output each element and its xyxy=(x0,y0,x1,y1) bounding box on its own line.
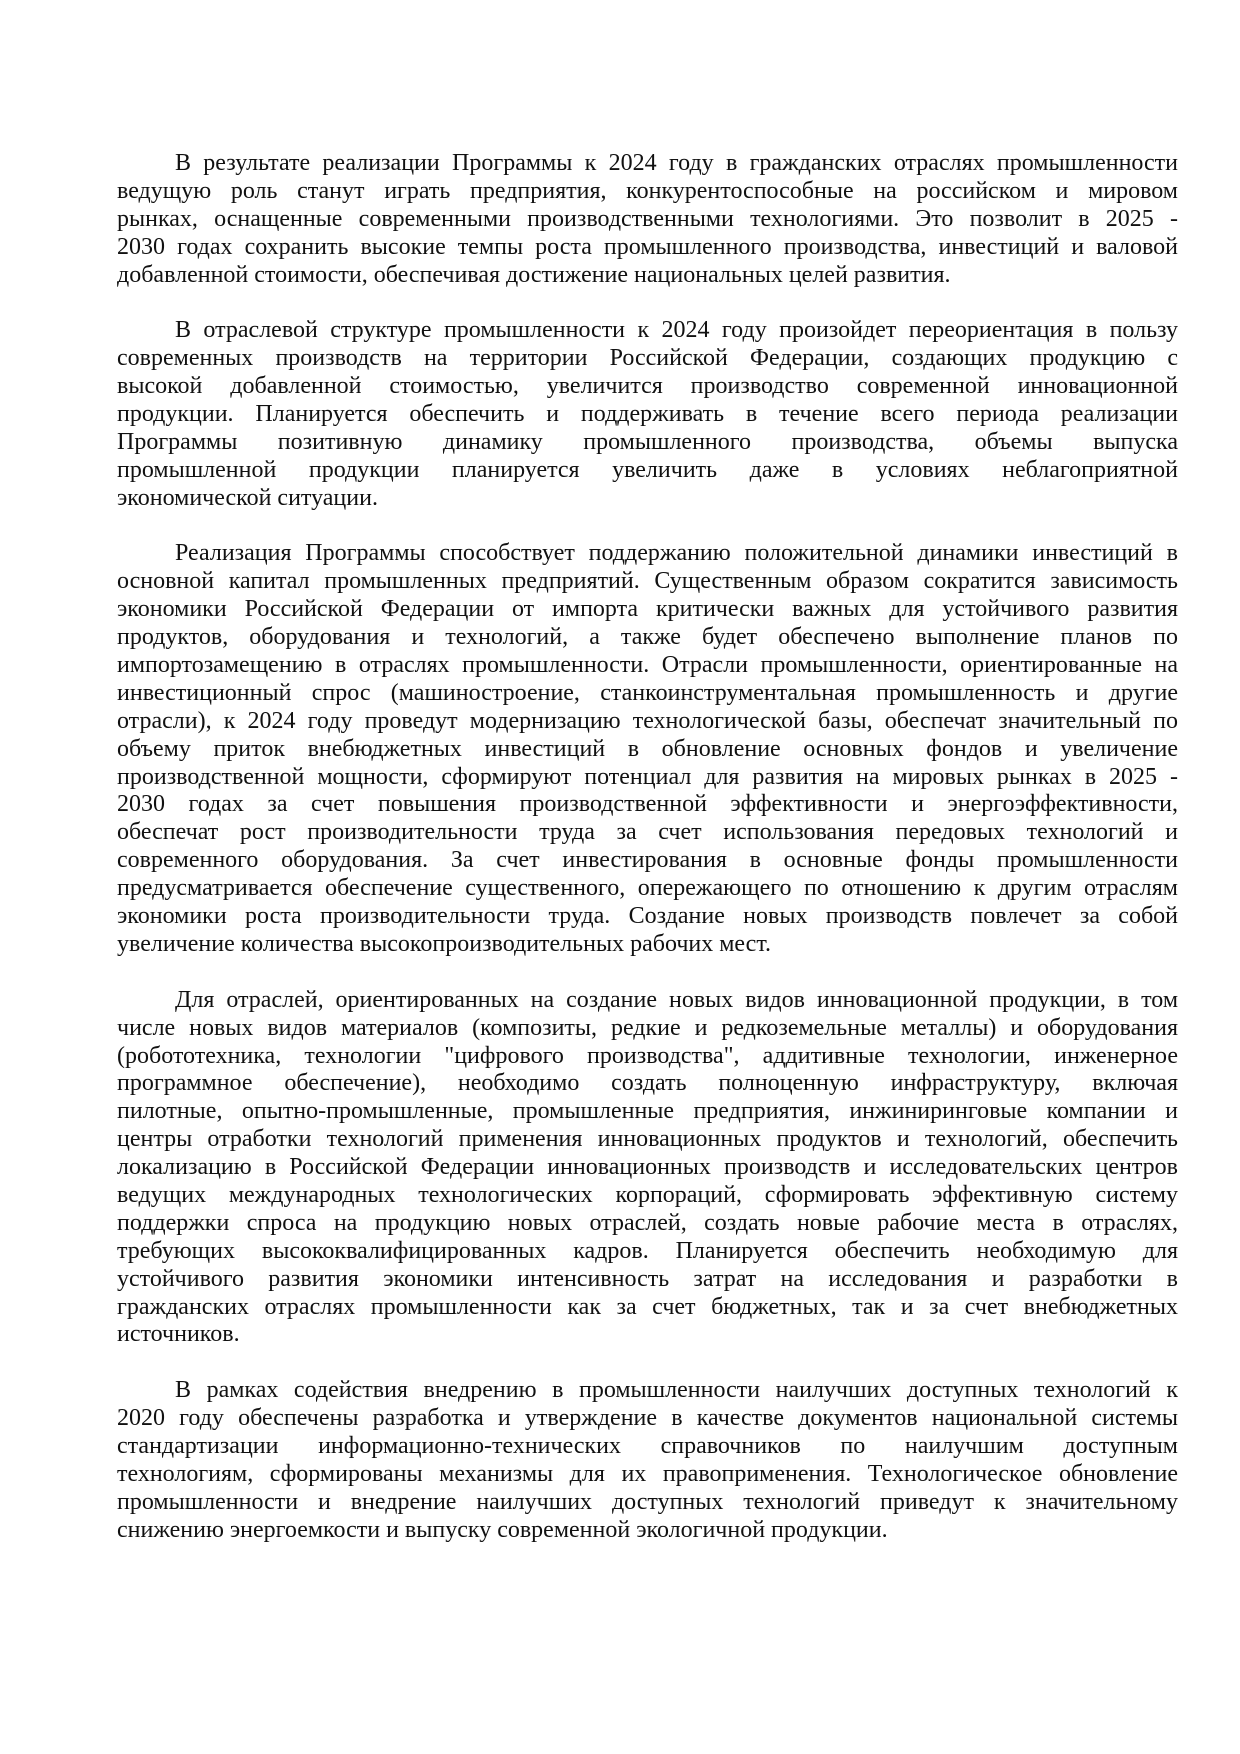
text-line: устойчивого развития экономики интенсивность затрат на исследования и разработки в xyxy=(117,1265,1178,1292)
text-line: локализацию в Российской Федерации инновационных производств и исследовательских центров xyxy=(117,1154,1178,1181)
text-line: современного оборудования. За счет инвестирования в основные фонды промышленности xyxy=(117,847,1178,874)
text-line: числе новых видов материалов (композиты, редкие и редкоземельные металлы) и оборудования xyxy=(117,1014,1178,1041)
text-line: рынках, оснащенные современными производственными технологиями. Это позволит в 2025 - xyxy=(117,205,1178,232)
text-line: экономики роста производительности труда. Создание новых производств повлечет за собой xyxy=(117,903,1178,930)
text-line: Программы позитивную динамику промышленного производства, объемы выпуска xyxy=(117,428,1178,455)
text-line: снижению энергоемкости и выпуску современной экологичной продукции. xyxy=(117,1516,888,1543)
text-line: стандартизации информационно-технических справочников по наилучшим доступным xyxy=(117,1432,1178,1459)
text-line: центры отработки технологий применения инновационных продуктов и технологий, обеспечить xyxy=(117,1126,1178,1153)
text-line: 2030 годах за счет повышения производственной эффективности и энергоэффективности, xyxy=(117,791,1178,818)
text-line: инвестиционный спрос (машиностроение, станкоинструментальная промышленность и другие xyxy=(117,679,1178,706)
text-line: добавленной стоимости, обеспечивая достижение национальных целей развития. xyxy=(117,261,951,288)
text-line: (робототехника, технологии "цифрового производства", аддитивные технологии, инженерное xyxy=(117,1042,1178,1069)
text-line: увеличение количества высокопроизводительных рабочих мест. xyxy=(117,930,772,957)
text-line: предусматривается обеспечение существенного, опережающего по отношению к другим отраслям xyxy=(117,875,1178,902)
text-line: Для отраслей, ориентированных на создание новых видов инновационной продукции, в том xyxy=(175,986,1178,1013)
text-line: технологиям, сформированы механизмы для их правоприменения. Технологическое обновление xyxy=(117,1460,1178,1487)
text-line: гражданских отраслях промышленности как за счет бюджетных, так и за счет внебюджетных xyxy=(117,1293,1178,1320)
text-line: современных производств на территории Российской Федерации, создающих продукцию с xyxy=(117,345,1178,372)
text-line: отрасли), к 2024 году проведут модернизацию технологической базы, обеспечат значительный по xyxy=(117,707,1178,734)
text-line: продукции. Планируется обеспечить и поддерживать в течение всего периода реализации xyxy=(117,401,1178,428)
text-line: В результате реализации Программы к 2024 году в гражданских отраслях промышленности xyxy=(175,150,1178,176)
text-line: объему приток внебюджетных инвестиций в обновление основных фондов и увеличение xyxy=(117,735,1178,762)
text-line: промышленной продукции планируется увеличить даже в условиях неблагоприятной xyxy=(117,456,1178,483)
text-line: продуктов, оборудования и технологий, а также будет обеспечено выполнение планов по xyxy=(117,624,1178,651)
text-line: промышленности и внедрение наилучших доступных технологий приведут к значительному xyxy=(117,1488,1178,1515)
text-line: В рамках содействия внедрению в промышленности наилучших доступных технологий к xyxy=(175,1377,1178,1404)
text-line: экономической ситуации. xyxy=(117,484,378,511)
text-line: импортозамещению в отраслях промышленности. Отрасли промышленности, ориентированные на xyxy=(117,652,1178,679)
paragraph xyxy=(117,1377,1178,1544)
text-line: производственной мощности, сформируют потенциал для развития на мировых рынках в 2025 - xyxy=(117,763,1178,790)
text-line: В отраслевой структуре промышленности к 2024 году произойдет переориентация в пользу xyxy=(175,317,1178,344)
text-line: требующих высококвалифицированных кадров. Планируется обеспечить необходимую для xyxy=(117,1237,1178,1264)
paragraph xyxy=(117,987,1178,1350)
paragraph xyxy=(117,150,1178,289)
text-line: ведущих международных технологических корпораций, сформировать эффективную систему xyxy=(117,1181,1178,1208)
text-line: ведущую роль станут играть предприятия, конкурентоспособные на российском и мировом xyxy=(117,177,1178,204)
document-page xyxy=(117,150,1178,1572)
text-line: пилотные, опытно-промышленные, промышленные предприятия, инжиниринговые компании и xyxy=(117,1098,1178,1125)
text-line: Реализация Программы способствует поддержанию положительной динамики инвестиций в xyxy=(175,540,1178,567)
paragraph xyxy=(117,540,1178,958)
text-line: поддержки спроса на продукцию новых отраслей, создать новые рабочие места в отраслях, xyxy=(117,1209,1178,1236)
text-line: 2020 году обеспечены разработка и утверждение в качестве документов национальной системы xyxy=(117,1405,1178,1432)
text-line: программное обеспечение), необходимо создать полноценную инфраструктуру, включая xyxy=(117,1070,1178,1097)
text-line: источников. xyxy=(117,1321,240,1348)
text-line: экономики Российской Федерации от импорта критически важных для устойчивого развития xyxy=(117,596,1178,623)
text-line: 2030 годах сохранить высокие темпы роста промышленного производства, инвестиций и валовой xyxy=(117,233,1178,260)
text-line: высокой добавленной стоимостью, увеличится производство современной инновационной xyxy=(117,373,1178,400)
text-line: основной капитал промышленных предприятий. Существенным образом сократится зависимость xyxy=(117,568,1178,595)
text-line: обеспечат рост производительности труда за счет использования передовых технологий и xyxy=(117,819,1178,846)
paragraph xyxy=(117,317,1178,512)
